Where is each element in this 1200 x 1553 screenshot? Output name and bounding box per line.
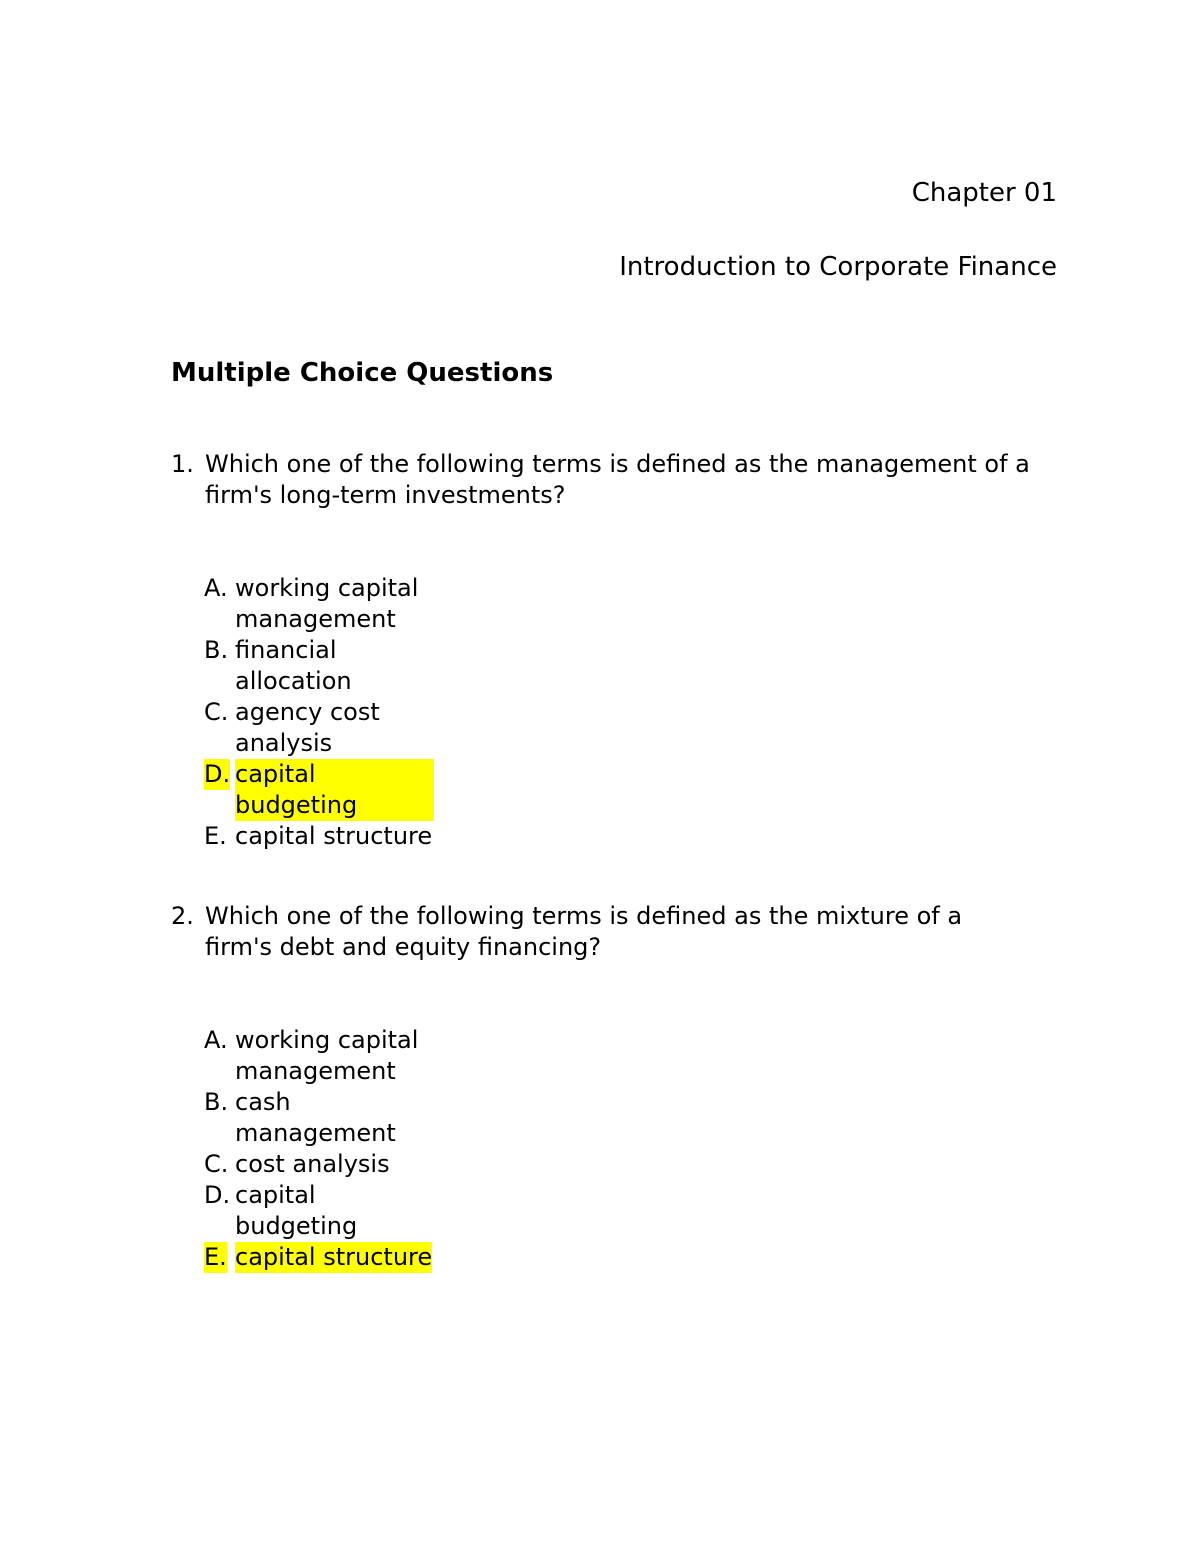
answer-option	[204, 821, 434, 852]
answer-option	[204, 573, 434, 635]
option-letter: A.	[204, 1026, 228, 1054]
answer-option	[204, 635, 434, 697]
answer-option-correct	[204, 759, 434, 821]
answer-options-2	[204, 1025, 434, 1273]
answer-options-1	[204, 573, 434, 852]
option-letter: B.	[204, 636, 229, 664]
answer-option	[204, 697, 434, 759]
option-letter: E.	[204, 822, 227, 850]
option-text: capital structure	[235, 1243, 433, 1271]
option-text: capital budgeting	[235, 759, 434, 821]
option-text: capital structure	[235, 822, 433, 850]
option-letter: B.	[204, 1088, 229, 1116]
answer-option	[204, 1149, 434, 1180]
option-text: financial allocation	[235, 636, 352, 695]
chapter-title: Introduction to Corporate Finance	[619, 252, 1057, 282]
question-1	[171, 449, 1031, 511]
option-letter: D.	[204, 760, 231, 788]
question-text: Which one of the following terms is defined as the mixture of a firm's debt and equity financing?	[205, 902, 963, 961]
question-2	[171, 901, 1031, 963]
option-letter: A.	[204, 574, 228, 602]
option-text: capital budgeting	[235, 1181, 358, 1240]
option-letter: C.	[204, 1150, 229, 1178]
option-text: agency cost analysis	[235, 698, 380, 757]
answer-option	[204, 1180, 434, 1242]
option-text: working capital management	[235, 574, 419, 633]
question-number: 1.	[171, 450, 194, 478]
question-number: 2.	[171, 902, 194, 930]
answer-option	[204, 1087, 434, 1149]
option-letter: D.	[204, 1181, 231, 1209]
option-letter: C.	[204, 698, 229, 726]
option-text: cash management	[235, 1088, 396, 1147]
option-text: working capital management	[235, 1026, 419, 1085]
option-text: cost analysis	[235, 1150, 390, 1178]
question-text: Which one of the following terms is defined as the management of a firm's long-term investments?	[205, 450, 1030, 509]
option-letter: E.	[204, 1243, 227, 1271]
answer-option	[204, 1025, 434, 1087]
section-heading: Multiple Choice Questions	[171, 358, 554, 388]
answer-option-correct	[204, 1242, 434, 1273]
chapter-number: Chapter 01	[911, 178, 1057, 208]
